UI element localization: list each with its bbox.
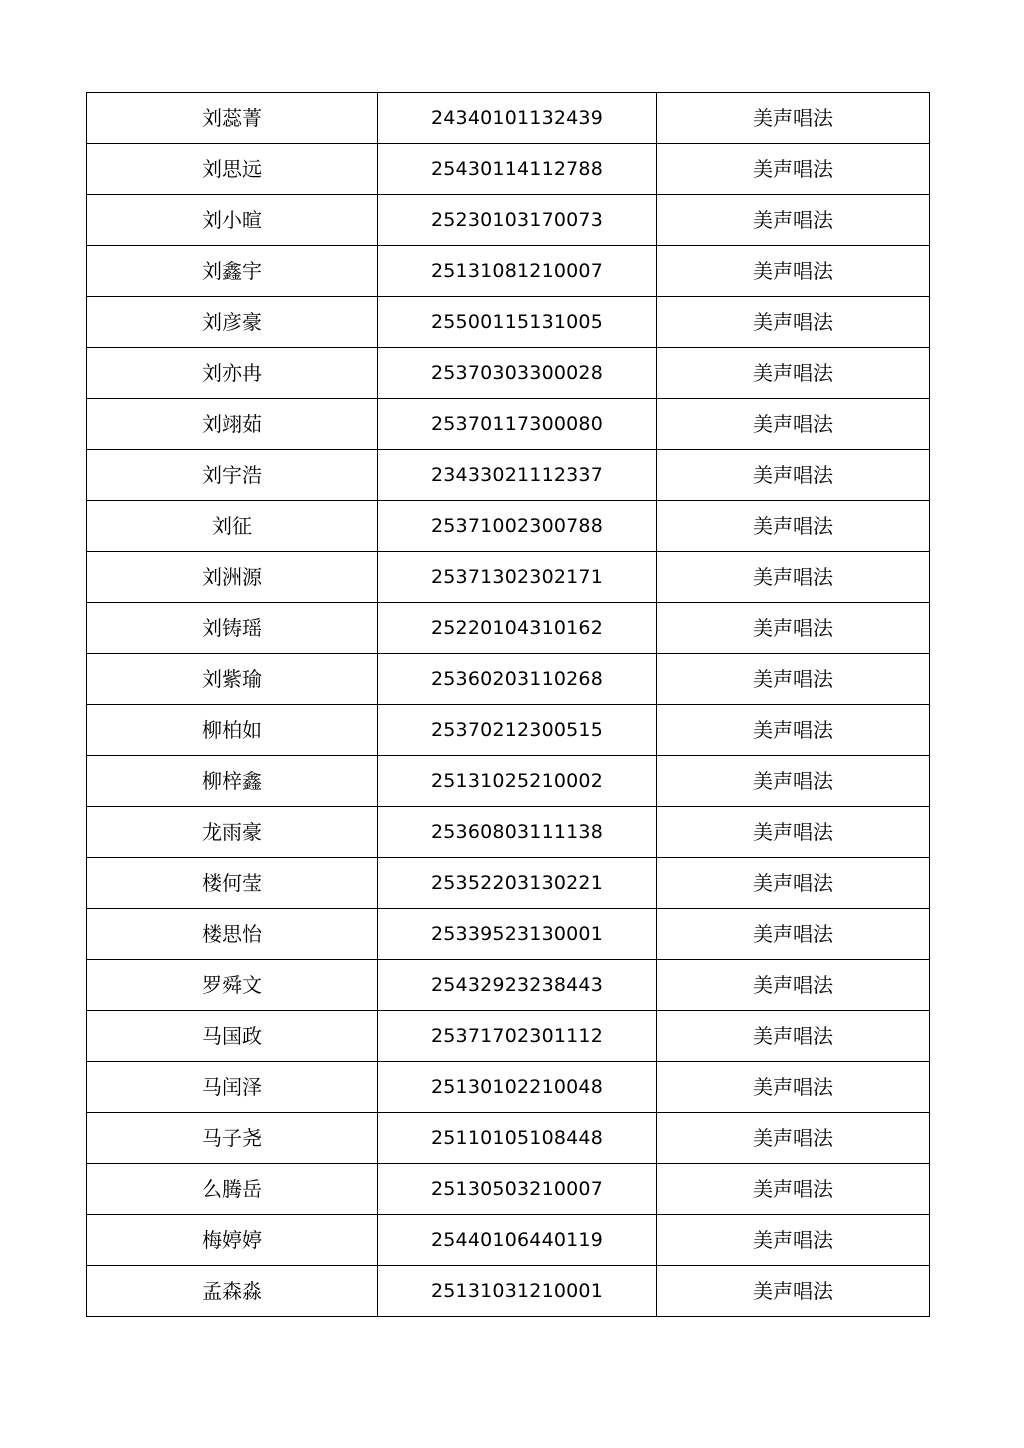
major-cell: 美声唱法: [657, 807, 930, 858]
id-cell: 25130102210048: [378, 1062, 657, 1113]
name-cell: 刘蕊菁: [87, 93, 378, 144]
major-cell: 美声唱法: [657, 960, 930, 1011]
major-cell: 美声唱法: [657, 93, 930, 144]
table-row: [87, 1215, 930, 1266]
id-cell: 25220104310162: [378, 603, 657, 654]
name-cell: 龙雨豪: [87, 807, 378, 858]
id-cell: 25360203110268: [378, 654, 657, 705]
major-cell: 美声唱法: [657, 654, 930, 705]
id-cell: 25131025210002: [378, 756, 657, 807]
table-row: [87, 348, 930, 399]
major-cell: 美声唱法: [657, 144, 930, 195]
table-row: [87, 195, 930, 246]
table-row: [87, 144, 930, 195]
name-cell: 刘思远: [87, 144, 378, 195]
id-cell: 25131081210007: [378, 246, 657, 297]
name-cell: 刘紫瑜: [87, 654, 378, 705]
major-cell: 美声唱法: [657, 195, 930, 246]
table-row: [87, 1266, 930, 1317]
major-cell: 美声唱法: [657, 552, 930, 603]
major-cell: 美声唱法: [657, 1164, 930, 1215]
name-cell: 柳柏如: [87, 705, 378, 756]
id-cell: 25371002300788: [378, 501, 657, 552]
id-cell: 25110105108448: [378, 1113, 657, 1164]
major-cell: 美声唱法: [657, 297, 930, 348]
name-cell: 楼何莹: [87, 858, 378, 909]
major-cell: 美声唱法: [657, 705, 930, 756]
major-cell: 美声唱法: [657, 603, 930, 654]
table-row: [87, 246, 930, 297]
name-cell: 楼思怡: [87, 909, 378, 960]
table-row: [87, 399, 930, 450]
major-cell: 美声唱法: [657, 1062, 930, 1113]
name-cell: 刘鑫宇: [87, 246, 378, 297]
name-cell: 刘铸瑶: [87, 603, 378, 654]
major-cell: 美声唱法: [657, 399, 930, 450]
name-cell: 刘小暄: [87, 195, 378, 246]
name-cell: 马国政: [87, 1011, 378, 1062]
table-row: [87, 756, 930, 807]
name-cell: 么腾岳: [87, 1164, 378, 1215]
name-cell: 刘彦豪: [87, 297, 378, 348]
table-row: [87, 654, 930, 705]
table-row: [87, 1011, 930, 1062]
major-cell: 美声唱法: [657, 501, 930, 552]
table-row: [87, 552, 930, 603]
id-cell: 25430114112788: [378, 144, 657, 195]
roster-body: [87, 93, 930, 1317]
major-cell: 美声唱法: [657, 246, 930, 297]
name-cell: 马闰泽: [87, 1062, 378, 1113]
major-cell: 美声唱法: [657, 1113, 930, 1164]
table-row: [87, 603, 930, 654]
major-cell: 美声唱法: [657, 1266, 930, 1317]
name-cell: 孟森淼: [87, 1266, 378, 1317]
id-cell: 25339523130001: [378, 909, 657, 960]
id-cell: 24340101132439: [378, 93, 657, 144]
table-row: [87, 501, 930, 552]
id-cell: 23433021112337: [378, 450, 657, 501]
id-cell: 25131031210001: [378, 1266, 657, 1317]
table-row: [87, 705, 930, 756]
major-cell: 美声唱法: [657, 1011, 930, 1062]
name-cell: 刘翊茹: [87, 399, 378, 450]
major-cell: 美声唱法: [657, 858, 930, 909]
name-cell: 刘宇浩: [87, 450, 378, 501]
table-row: [87, 909, 930, 960]
table-row: [87, 807, 930, 858]
table-row: [87, 297, 930, 348]
id-cell: 25360803111138: [378, 807, 657, 858]
id-cell: 25370117300080: [378, 399, 657, 450]
major-cell: 美声唱法: [657, 909, 930, 960]
id-cell: 25130503210007: [378, 1164, 657, 1215]
id-cell: 25370303300028: [378, 348, 657, 399]
id-cell: 25370212300515: [378, 705, 657, 756]
name-cell: 罗舜文: [87, 960, 378, 1011]
major-cell: 美声唱法: [657, 1215, 930, 1266]
major-cell: 美声唱法: [657, 450, 930, 501]
id-cell: 25432923238443: [378, 960, 657, 1011]
major-cell: 美声唱法: [657, 348, 930, 399]
name-cell: 刘亦冉: [87, 348, 378, 399]
name-cell: 刘征: [87, 501, 378, 552]
name-cell: 柳梓鑫: [87, 756, 378, 807]
id-cell: 25230103170073: [378, 195, 657, 246]
table-row: [87, 1164, 930, 1215]
id-cell: 25440106440119: [378, 1215, 657, 1266]
major-cell: 美声唱法: [657, 756, 930, 807]
id-cell: 25352203130221: [378, 858, 657, 909]
name-cell: 刘洲源: [87, 552, 378, 603]
name-cell: 梅婷婷: [87, 1215, 378, 1266]
table-row: [87, 93, 930, 144]
table-row: [87, 1113, 930, 1164]
name-cell: 马子尧: [87, 1113, 378, 1164]
id-cell: 25371302302171: [378, 552, 657, 603]
table-row: [87, 450, 930, 501]
table-row: [87, 858, 930, 909]
roster-table: [86, 92, 930, 1317]
table-row: [87, 1062, 930, 1113]
id-cell: 25500115131005: [378, 297, 657, 348]
id-cell: 25371702301112: [378, 1011, 657, 1062]
table-row: [87, 960, 930, 1011]
